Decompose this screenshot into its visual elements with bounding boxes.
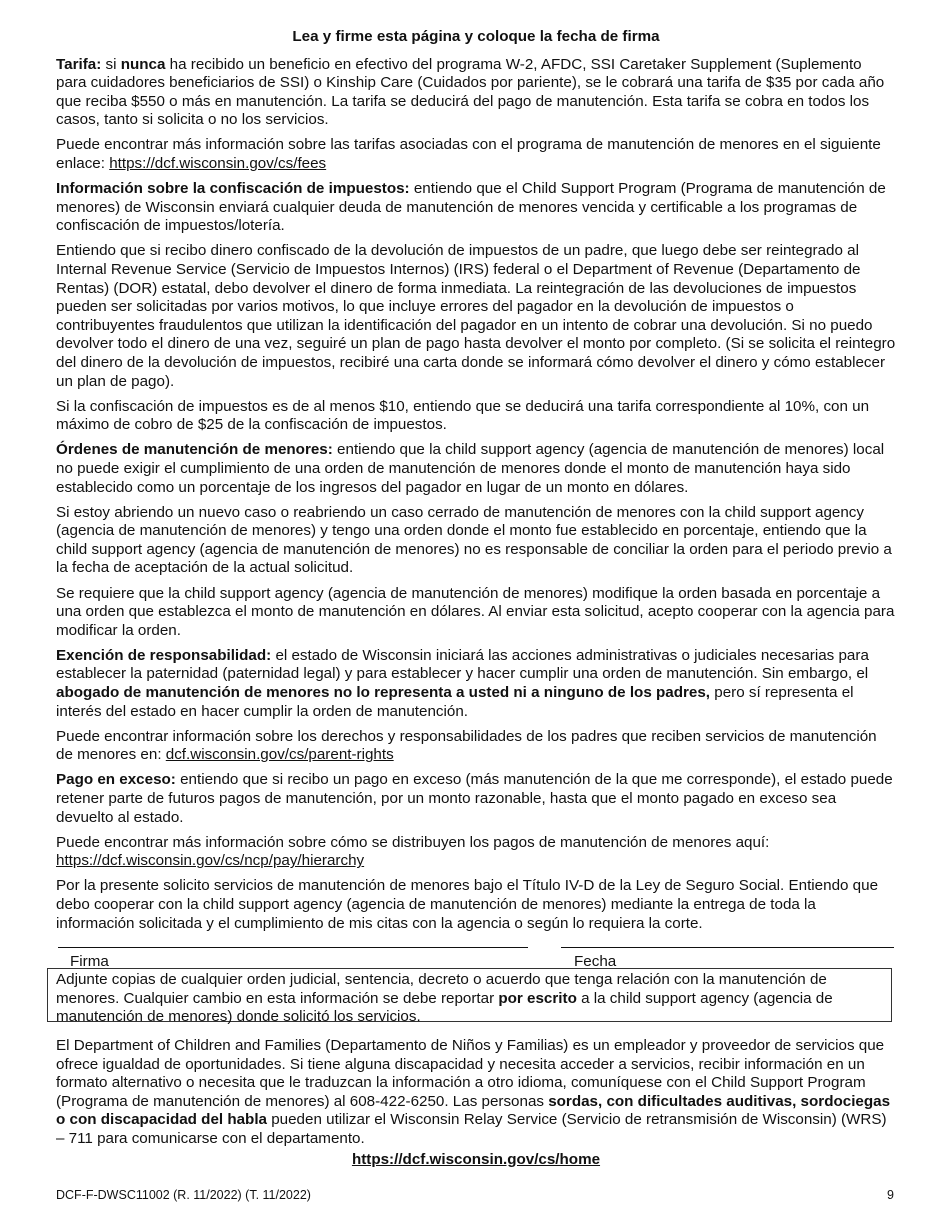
fees-info-paragraph [56, 136, 896, 173]
signature-line[interactable] [58, 947, 528, 948]
equal-opportunity-block [56, 1037, 896, 1169]
rights-paragraph [56, 728, 896, 765]
orders-modify-paragraph: Se requiere que la child support agency (agencia de manutención de menores) modifique la orden basada en porcentaje a una orden que establezca el monto de manutención en dólares. Al enviar esta solicitud, acepto cooperar con la agencia para modificar la orden. [56, 584, 895, 639]
disclaimer-paragraph [56, 647, 896, 721]
orders-text: entiendo que la child support agency (agencia de manutención de menores) local no puede exigir el cumplimiento de una orden de manutención de menores donde el monto de manutención haya sido establecido como un porcentaje de los ingresos del pagador en lugar de un monto en dólares. [56, 441, 885, 496]
fee-paragraph [56, 56, 896, 130]
hierarchy-text: Puede encontrar más información sobre cómo se distribuyen los pagos de manutención de menores aquí: [56, 833, 770, 851]
disclaimer-text-1: el estado de Wisconsin iniciará las acciones administrativas o judiciales necesarias para establecer la paternidad (paternidad legal) y para establecer y hacer cumplir una orden de manutención. Sin embargo, el [56, 646, 869, 683]
document-body [56, 28, 896, 981]
equal-text-1: El Department of Children and Families (Departamento de Niños y Familias) es un empleador y proveedor de servicios que ofrece igualdad de oportunidades. Si tiene alguna discapacidad y necesita acceder a servicios, recibir información en un formato alternativo o necesita que le traduzcan la información a otro idioma, comuníquese con el Child Support Program (Programa de manutención de menores) al 608-422-6250. Las personas [56, 1037, 885, 1110]
fee-nunca: nunca [120, 55, 166, 73]
disclaimer-text-2: pero sí representa el interés del estado en hacer cumplir la orden de manutención. [56, 684, 854, 720]
hierarchy-paragraph [56, 834, 896, 871]
orders-paragraph [56, 441, 896, 497]
signature-label: Firma [70, 953, 109, 971]
tax-refund-paragraph: Entiendo que si recibo dinero confiscado de la devolución de impuestos de un padre, que luego debe ser reintegrado al Internal Revenue Service (Servicio de Impuestos Internos) (IRS) federal o el Department of Revenue (Departamento de Rentas) (DOR) estatal, debo devolver el dinero de forma inmediata. La reintegración de las devoluciones de impuestos pueden ser solicitadas por varios motivos, lo que incluye errores del pagador en la devolución de impuestos o contribuyentes fraudulentos que utilizan la identificación del pagador en un intento de cobrar una devolución. Si no puedo devolver todo el dinero de una vez, seguiré un plan de pago hasta devolver el monto por completo. (Si se solicita el reintegro del dinero de la devolución de impuestos, recibiré una carta donde se informará cómo devolver el dinero y cómo establecer un plan de pago). [56, 242, 896, 390]
overpay-text: entiendo que si recibo un pago en exceso (más manutención de la que me corresponde), el estado puede retener parte de futuros pagos de manutención, por un monto razonable, hasta que el monto pagado en exceso sea devuelto al estado. [56, 771, 893, 826]
rights-text: Puede encontrar información sobre los derechos y responsabilidades de los padres que reciben servicios de manutención de menores en: [56, 727, 877, 764]
orders-label: Órdenes de manutención de menores: [56, 441, 333, 459]
parent-rights-link[interactable]: dcf.wisconsin.gov/cs/parent-rights [165, 746, 394, 764]
fees-link[interactable]: https://dcf.wisconsin.gov/cs/fees [109, 155, 327, 173]
fee-text-2: ha recibido un beneficio en efectivo del programa W-2, AFDC, SSI Caretaker Supplement (Suplemento para cuidadores beneficiarios de SSI) o Kinship Care (Cuidados por pariente), se le cobrará una tarifa de $35 por cada año que reciba $550 o más en manutención. La tarifa se deducirá del pago de manutención. Esta tarifa se cobra en todos los casos, tanto si solicita o no los servicios. [56, 55, 885, 129]
tax-label: Información sobre la confiscación de impuestos: [56, 180, 410, 198]
notice-text-1: Adjunte copias de cualquier orden judicial, sentencia, decreto o acuerdo que tenga relación con la manutención de menores. Cualquier cambio en esta información se debe reportar [56, 971, 827, 1007]
page-number: 9 [887, 1188, 894, 1202]
tax-paragraph [56, 180, 896, 236]
date-line[interactable] [561, 947, 894, 948]
notice-bold: por escrito [498, 989, 577, 1007]
orders-percent-paragraph: Si estoy abriendo un nuevo caso o reabriendo un caso cerrado de manutención de menores con la child support agency (agencia de manutención de menores) y tengo una orden donde el monto fue establecido en porcentaje, entiendo que la child support agency (agencia de manutención de menores) no es responsable de conciliar la orden para el periodo previo a la fecha de aceptación de la actual solicitud. [56, 503, 892, 577]
notice-text-2: a la child support agency (agencia de manutención de menores) donde solicitó los servicios. [56, 989, 833, 1026]
request-paragraph: Por la presente solicito servicios de manutención de menores bajo el Título IV-D de la Ley de Seguro Social. Entiendo que debo cooperar con la child support agency (agencia de manutención de menores) mediante la entrega de toda la información solicitada y el cumplimiento de mis citas con la agencia o según lo requiera la corte. [56, 877, 879, 932]
overpay-label: Pago en exceso: [56, 771, 176, 789]
overpay-paragraph [56, 771, 896, 827]
page-title: Lea y firme esta página y coloque la fecha de firma [292, 28, 660, 45]
equal-text-2: pueden utilizar el Wisconsin Relay Service (Servicio de retransmisión de Wisconsin) (WRS) – 711 para comunicarse con el departamento. [56, 1111, 887, 1147]
fees-info-text: Puede encontrar más información sobre las tarifas asociadas con el programa de manutención de menores en el siguiente enlace: [56, 136, 881, 173]
disclaimer-bold: abogado de manutención de menores no lo representa a usted ni a ninguno de los padres, [56, 684, 711, 701]
equal-opportunity-paragraph [56, 1037, 896, 1149]
form-id: DCF-F-DWSC11002 (R. 11/2022) (T. 11/2022) [56, 1188, 311, 1202]
tax-fee-paragraph: Si la confiscación de impuestos es de al menos $10, entiendo que se deducirá una tarifa correspondiente al 10%, con un máximo de cobro de $25 de la confiscación de impuestos. [56, 397, 870, 434]
equal-bold: sordas, con dificultades auditivas, sordociegas o con discapacidad del habla [56, 1092, 891, 1129]
attachment-notice-box [47, 968, 892, 1026]
disclaimer-label: Exención de responsabilidad: [56, 646, 272, 664]
fee-text-1: si [101, 55, 121, 73]
home-link[interactable]: https://dcf.wisconsin.gov/cs/home [351, 1150, 601, 1168]
fee-label: Tarifa: [56, 55, 102, 73]
date-label: Fecha [574, 953, 617, 971]
hierarchy-link[interactable]: https://dcf.wisconsin.gov/cs/ncp/pay/hierarchy [56, 852, 365, 870]
tax-text: entiendo que el Child Support Program (Programa de manutención de menores) de Wisconsin enviará cualquier deuda de manutención de menores vencida y certificable a los programas de confiscación de impuestos/lotería. [56, 180, 886, 235]
